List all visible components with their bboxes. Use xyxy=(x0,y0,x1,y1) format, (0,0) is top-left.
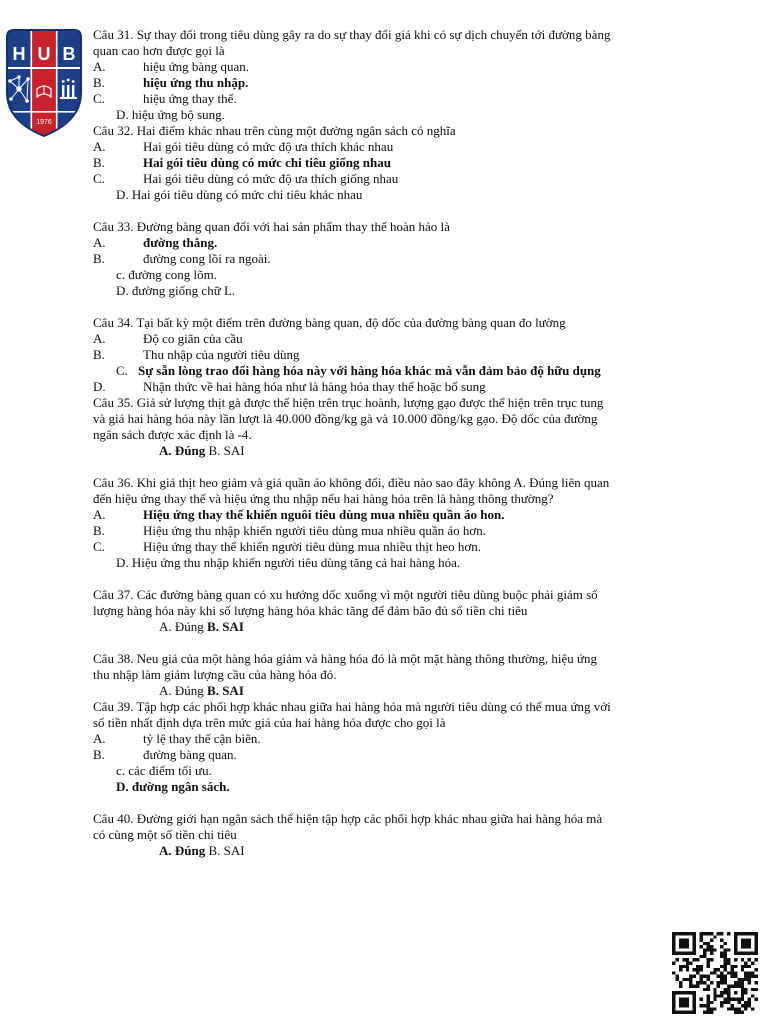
option-text: đường giống chữ L. xyxy=(131,283,236,298)
option-b xyxy=(207,683,244,698)
question-39-option-a xyxy=(93,731,753,747)
question-31-option-b xyxy=(93,75,753,91)
question-39-option-d xyxy=(93,779,753,795)
question-33-stem-line-1: Câu 33. Đường bàng quan đối với hai sản phẩm thay thế hoàn hảo là xyxy=(93,219,450,234)
question-32-option-b xyxy=(93,155,753,171)
spacer xyxy=(93,299,753,315)
option-label: c. xyxy=(116,763,126,778)
option-label: D. xyxy=(116,187,129,202)
option-label: B. xyxy=(208,443,221,458)
option-label: D. xyxy=(93,379,106,394)
question-33-option-d xyxy=(93,283,753,299)
option-label: A. xyxy=(159,443,172,458)
question-34-option-c xyxy=(93,363,753,379)
option-text: Hiệu ứng thu nhập khiến người tiêu dùng tăng cả hai hàng hóa. xyxy=(131,555,461,570)
option-label: B. xyxy=(207,619,219,634)
option-label: B. xyxy=(93,75,105,90)
question-36-option-b xyxy=(93,523,753,539)
option-text: hiệu ứng bộ sung. xyxy=(131,107,225,122)
question-39-option-c xyxy=(93,763,753,779)
spacer xyxy=(93,203,753,219)
spacer xyxy=(93,635,753,651)
option-label: D. xyxy=(116,779,129,794)
question-38-stem-line-2: thu nhập làm giảm lượng cầu của hàng hóa đó. xyxy=(93,667,337,682)
qr-code-icon xyxy=(672,932,758,1014)
option-text: Hiệu ứng thu nhập khiến người tiêu dùng mua nhiều quần áo hơn. xyxy=(143,523,487,538)
option-text: Hai gói tiêu dùng có mức chi tiêu giống nhau xyxy=(143,155,391,170)
question-34-option-b xyxy=(93,347,753,363)
option-a xyxy=(159,619,204,634)
option-text: Đúng xyxy=(174,619,204,634)
option-text: các điểm tối ưu. xyxy=(128,763,212,778)
question-32-option-d xyxy=(93,187,753,203)
option-label: C. xyxy=(93,539,105,554)
option-label: B. xyxy=(208,843,221,858)
option-label: A. xyxy=(93,331,106,346)
option-text: Sự sẵn lòng trao đổi hàng hóa này với hàng hóa khác mà vẫn đảm bảo độ hữu dụng xyxy=(138,363,601,378)
option-text: đường cong lõm. xyxy=(128,267,217,282)
question-36-stem-line-1: Câu 36. Khi giá thịt heo giảm và giá quần áo không đổi, điều nào sao đây không A. Đúng liên quan xyxy=(93,475,610,490)
question-31-option-d xyxy=(93,107,753,123)
logo-year: 1976 xyxy=(36,119,52,126)
option-text: đường cong lồi ra ngoài. xyxy=(143,251,271,266)
option-text: Nhận thức về hai hàng hóa như là hàng hóa thay thế hoặc bổ sung xyxy=(143,379,486,394)
question-33-option-c xyxy=(93,267,753,283)
option-label: B. xyxy=(207,683,219,698)
question-32-option-a xyxy=(93,139,753,155)
option-text: Đúng xyxy=(174,843,206,858)
option-text: tỷ lệ thay thế cận biên. xyxy=(143,731,261,746)
option-label: A. xyxy=(159,683,172,698)
logo-letter-b: B xyxy=(62,44,76,64)
option-label: B. xyxy=(93,747,105,762)
question-39-stem-line-1: Câu 39. Tập hợp các phối hợp khác nhau giữa hai hàng hóa mà người tiêu dùng có thể mua ứng với xyxy=(93,699,611,714)
question-36-option-a xyxy=(93,507,753,523)
option-text: hiệu ứng thu nhập. xyxy=(143,75,249,90)
option-label: A. xyxy=(93,731,106,746)
question-33-option-a xyxy=(93,235,753,251)
question-37-stem-line-2: lượng hàng hóa này khi số lượng hàng hóa khác tăng để đảm bão đủ số tiền chi tiêu xyxy=(93,603,528,618)
option-label: D. xyxy=(116,107,129,122)
option-text: đường ngân sách. xyxy=(131,779,230,794)
option-label: A. xyxy=(93,139,106,154)
question-34-option-d xyxy=(93,379,753,395)
hub-logo xyxy=(4,27,84,139)
spacer xyxy=(93,459,753,475)
option-label: D. xyxy=(116,555,129,570)
question-40-stem-line-2: có cùng một số tiền chi tiêu xyxy=(93,827,237,842)
question-36-option-d xyxy=(93,555,753,571)
option-label: B. xyxy=(93,523,105,538)
question-37-answers xyxy=(93,619,753,635)
option-label: A. xyxy=(93,59,106,74)
option-label: B. xyxy=(93,155,105,170)
option-label: A. xyxy=(159,843,172,858)
option-text: hiệu ứng bàng quan. xyxy=(143,59,249,74)
question-33-option-b xyxy=(93,251,753,267)
option-text: SAI xyxy=(222,619,244,634)
option-text: Hiệu ứng thay thế khiến nguôi tiêu dùng mua nhiều quần áo hon. xyxy=(143,507,505,522)
option-label: B. xyxy=(93,347,105,362)
spacer xyxy=(93,571,753,587)
question-31-stem-line-2: quan cao hơn được gọi là xyxy=(93,43,225,58)
option-a xyxy=(159,443,205,458)
spacer xyxy=(93,795,753,811)
option-b xyxy=(207,619,244,634)
question-36-option-c xyxy=(93,539,753,555)
question-34-option-a xyxy=(93,331,753,347)
question-36-stem-line-2: đến hiệu ứng thay thế và hiệu ứng thu nhập nếu hai hàng hóa trên là hàng thông thường? xyxy=(93,491,554,506)
option-label: c. xyxy=(116,267,126,282)
option-text: Hiệu ứng thay thế khiến người tiêu dùng mua nhiều thịt heo hơn. xyxy=(143,539,481,554)
option-text: Đúng xyxy=(174,443,206,458)
question-35-stem-line-3: ngân sách được xác định là -4. xyxy=(93,427,252,442)
question-34-stem-line-1: Câu 34. Tại bất kỳ một điểm trên đường bàng quan, độ dốc của đường bàng quan đo lường xyxy=(93,315,566,330)
option-label: A. xyxy=(159,619,172,634)
option-b xyxy=(209,843,245,858)
option-text: SAI xyxy=(223,843,245,858)
option-text: đường thẳng. xyxy=(143,235,218,250)
question-31-option-c xyxy=(93,91,753,107)
question-35-stem-line-1: Câu 35. Giả sử lượng thịt gà được thể hiện trên trục hoành, lượng gạo được thể hiện trên trục tung xyxy=(93,395,604,410)
question-32-stem-line-1: Câu 32. Hai điểm khác nhau trên cùng một đường ngân sách có nghĩa xyxy=(93,123,456,138)
question-39-stem-line-2: số tiền nhất định dựa trên mức giá của hai hàng hóa được cho gọi là xyxy=(93,715,446,730)
option-label: A. xyxy=(93,507,106,522)
question-40-stem-line-1: Câu 40. Đường giới hạn ngân sách thể hiện tập hợp các phối hợp khác nhau giữa hai hàng hóa mà xyxy=(93,811,603,826)
option-text: Hai gói tiêu dùng có mức độ ưa thích khác nhau xyxy=(143,139,394,154)
question-32-option-c xyxy=(93,171,753,187)
option-text: hiệu ứng thay thế. xyxy=(143,91,237,106)
option-text: đường bàng quan. xyxy=(143,747,237,762)
logo-letter-u: U xyxy=(37,44,51,64)
question-38-stem-line-1: Câu 38. Neu giá của một hàng hóa giảm và hàng hóa đó là một mặt hàng thông thường, hiệu ứng xyxy=(93,651,598,666)
question-37-stem-line-1: Câu 37. Các đường bàng quan có xu hướng dốc xuống vì một người tiêu dùng buộc phải giảm số xyxy=(93,587,598,602)
option-text: Độ co giãn của cầu xyxy=(143,331,243,346)
question-39-option-b xyxy=(93,747,753,763)
option-a xyxy=(159,843,205,858)
option-label: C. xyxy=(93,91,105,106)
option-label: D. xyxy=(116,283,129,298)
option-text: Đúng xyxy=(174,683,204,698)
question-35-stem-line-2: và giá hai hàng hóa này lần lượt là 40.000 đồng/kg gà và 10.000 đồng/kg gạo. Độ dốc của đường xyxy=(93,411,598,426)
option-label: C. xyxy=(116,363,128,378)
option-text: Hai gói tiêu dùng có mức chi tiêu khác nhau xyxy=(131,187,363,202)
option-text: SAI xyxy=(222,683,244,698)
option-text: Thu nhập của người tiêu dùng xyxy=(143,347,300,362)
option-a xyxy=(159,683,204,698)
option-label: C. xyxy=(93,171,105,186)
option-text: SAI xyxy=(223,443,245,458)
logo-letter-h: H xyxy=(12,44,26,64)
document-body xyxy=(93,27,753,859)
question-31-stem-line-1: Câu 31. Sự thay đổi trong tiêu dùng gây ra do sự thay đổi giá khi có sự dịch chuyến tới đường bàng xyxy=(93,27,611,42)
option-label: B. xyxy=(93,251,105,266)
question-38-answers xyxy=(93,683,753,699)
option-label: A. xyxy=(93,235,106,250)
question-40-answers xyxy=(93,843,753,859)
option-text: Hai gói tiêu dùng có mức độ ưa thích giống nhau xyxy=(143,171,399,186)
option-b xyxy=(209,443,245,458)
question-31-option-a xyxy=(93,59,753,75)
question-35-answers xyxy=(93,443,753,459)
